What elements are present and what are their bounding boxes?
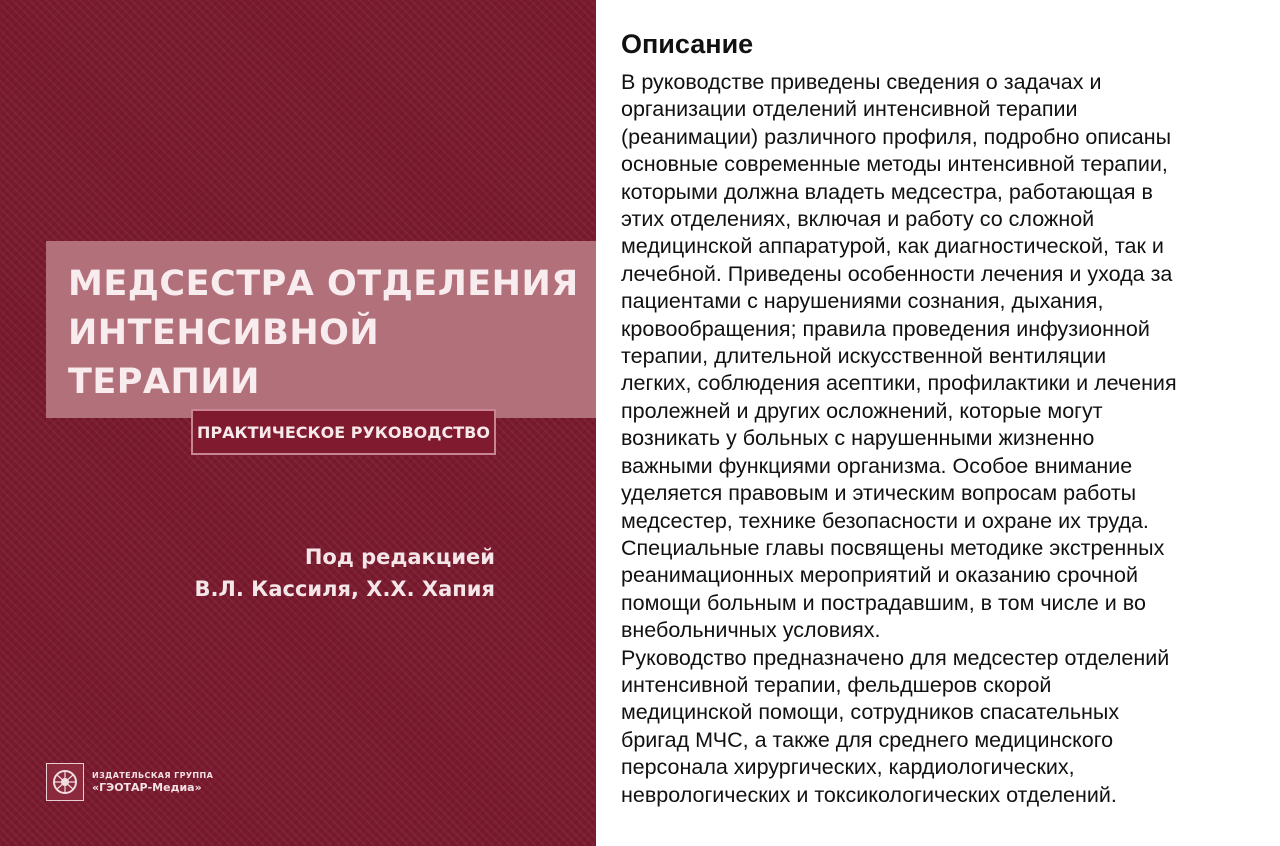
description-line: интенсивной терапии, фельдшеров скорой: [621, 672, 1052, 697]
book-title-line: ИНТЕНСИВНОЙ: [68, 313, 380, 353]
description-line: легких, соблюдения асептики, профилактики и лечения: [621, 371, 1177, 396]
description-line: кровообращения; правила проведения инфузионной: [621, 316, 1150, 341]
book-title-line: ТЕРАПИИ: [68, 362, 260, 402]
editors-names: В.Л. Кассиля, Х.Х. Хапия: [194, 577, 495, 601]
description-line: медицинской аппаратурой, как диагностической, так и: [621, 234, 1164, 259]
book-editors: [150, 541, 495, 605]
description-line: этих отделениях, включая и работу со сложной: [621, 207, 1095, 232]
book-subtitle: ПРАКТИЧЕСКОЕ РУКОВОДСТВО: [191, 409, 496, 455]
description-line: которыми должна владеть медсестра, работающая в: [621, 179, 1153, 204]
description-line: медицинской помощи, сотрудников спасательных: [621, 700, 1120, 725]
description-line: бригад МЧС, а также для среднего медицинского: [621, 727, 1114, 752]
description-line: Специальные главы посвящены методике экстренных: [621, 535, 1165, 560]
book-title: [68, 260, 588, 407]
description-line: реанимационных мероприятий и оказанию срочной: [621, 563, 1139, 588]
description-line: (реанимации) различного профиля, подробно описаны: [621, 124, 1172, 149]
description-line: персонала хирургических, кардиологических,: [621, 755, 1075, 780]
description-line: внебольничных условиях.: [621, 618, 881, 643]
description-line: основные современные методы интенсивной терапии,: [621, 152, 1168, 177]
description-line: лечебной. Приведены особенности лечения и ухода за: [621, 261, 1173, 286]
description-line: терапии, длительной искусственной вентиляции: [621, 344, 1107, 369]
description-heading: Описание: [621, 29, 754, 59]
description-line: пролежней и других осложнений, которые могут: [621, 398, 1103, 423]
book-title-line: МЕДСЕСТРА ОТДЕЛЕНИЯ: [68, 264, 579, 304]
description-line: Руководство предназначено для медсестер отделений: [621, 645, 1170, 670]
publisher-block: [46, 763, 213, 801]
description-text: [621, 69, 1271, 809]
publisher-text: [92, 770, 213, 795]
description-line: помощи больным и пострадавшим, в том числе и во: [621, 590, 1146, 615]
geotar-logo-icon: [46, 763, 84, 801]
description-line: В руководстве приведены сведения о задачах и: [621, 70, 1102, 94]
publisher-name: «ГЭОТАР-Медиа»: [92, 780, 202, 794]
description-line: организации отделений интенсивной терапии: [621, 97, 1078, 122]
book-cover: [0, 0, 596, 846]
description-line: неврологических и токсикологических отделений.: [621, 782, 1117, 807]
editors-label: Под редакцией: [304, 545, 495, 569]
description-line: возникать у больных с нарушенными жизненно: [621, 426, 1095, 451]
description-line: медсестер, технике безопасности и охране их труда.: [621, 508, 1149, 533]
publisher-group-label: ИЗДАТЕЛЬСКАЯ ГРУППА: [92, 770, 214, 780]
description-line: пациентами с нарушениями сознания, дыхания,: [621, 289, 1104, 314]
description-section: [621, 26, 1271, 809]
description-line: уделяется правовым и этическим вопросам работы: [621, 481, 1137, 506]
description-line: важными функциями организма. Особое внимание: [621, 453, 1133, 478]
